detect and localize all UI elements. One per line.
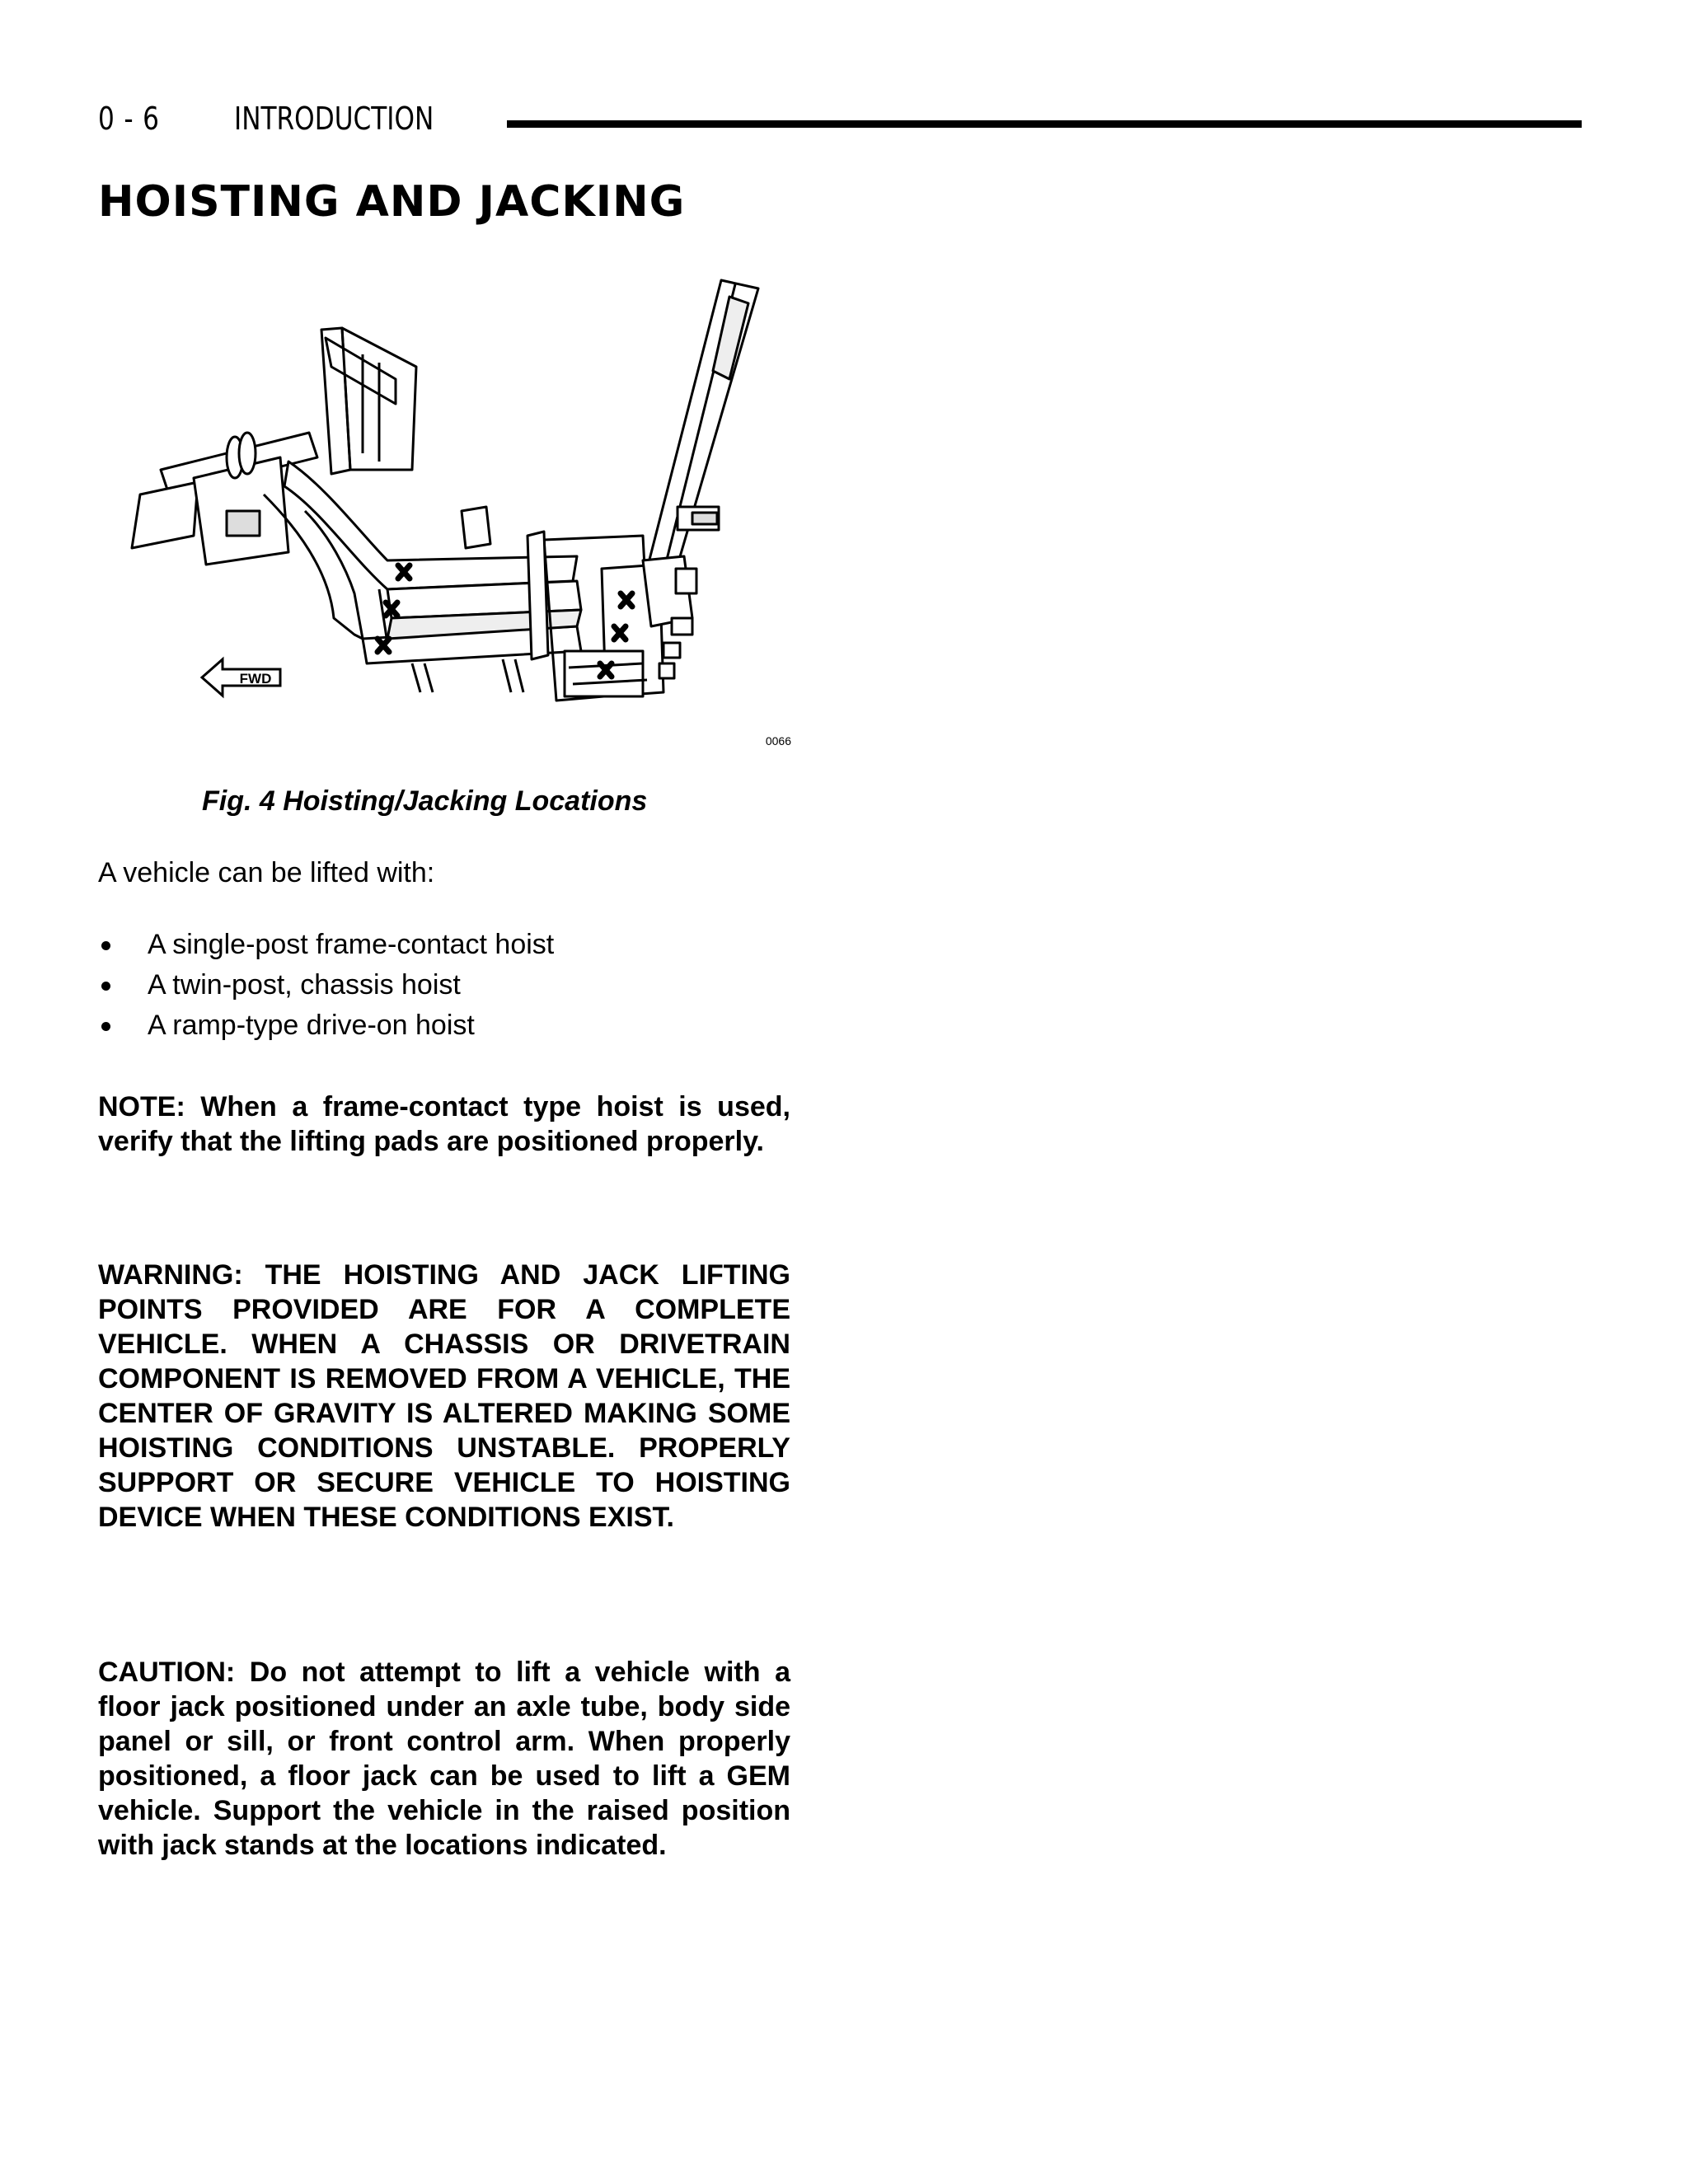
chassis-frame-illustration: [115, 264, 808, 758]
list-item: [98, 1005, 554, 1046]
fwd-arrow-icon: [202, 659, 280, 696]
chassis-figure: [115, 264, 808, 758]
bullet-icon: [101, 941, 110, 950]
fwd-label: FWD: [239, 671, 272, 687]
page-number: 0 - 6: [98, 101, 160, 137]
warning-paragraph: WARNING: THE HOISTING AND JACK LIFTING POINTS PROVIDED ARE FOR A COMPLETE VEHICLE. WHEN A CHASSIS OR DRIVETRAIN COMPONENT IS REMOVED FROM A VEHICLE, THE CENTER OF GRAVITY IS ALTERED MAKING SOME HOISTING CONDITIONS UNSTABLE. PROPERLY SUPPORT OR SECURE VEHICLE TO HOISTING DEVICE WHEN THESE CONDITIONS EXIST.: [98, 1259, 790, 1533]
list-item-text: A twin-post, chassis hoist: [148, 969, 461, 1001]
note-paragraph: NOTE: When a frame-contact type hoist is used, verify that the lifting pads are positioned properly.: [98, 1091, 790, 1157]
list-item: [98, 925, 554, 965]
header-rule: [507, 120, 1582, 128]
hoist-type-list: [98, 925, 554, 1046]
bullet-icon: [101, 982, 110, 991]
caution-paragraph: CAUTION: Do not attempt to lift a vehicle with a floor jack positioned under an axle tube, body side panel or sill, or front control arm. When properly positioned, a floor jack can be used to lift a GEM vehicle. Support the vehicle in the raised position with jack stands at the locations indicated.: [98, 1657, 790, 1861]
page-header: [98, 97, 1582, 147]
page-title: HOISTING AND JACKING: [98, 177, 686, 227]
chassis-frame-drawing: [132, 280, 758, 701]
list-item: [98, 965, 554, 1005]
section-name: INTRODUCTION: [234, 101, 434, 137]
intro-text: A vehicle can be lifted with:: [98, 857, 435, 888]
list-item-text: A ramp-type drive-on hoist: [148, 1010, 475, 1041]
bullet-icon: [101, 1022, 110, 1031]
list-item-text: A single-post frame-contact hoist: [148, 929, 555, 960]
figure-caption: Fig. 4 Hoisting/Jacking Locations: [202, 785, 648, 817]
image-code: 0066: [765, 734, 791, 748]
